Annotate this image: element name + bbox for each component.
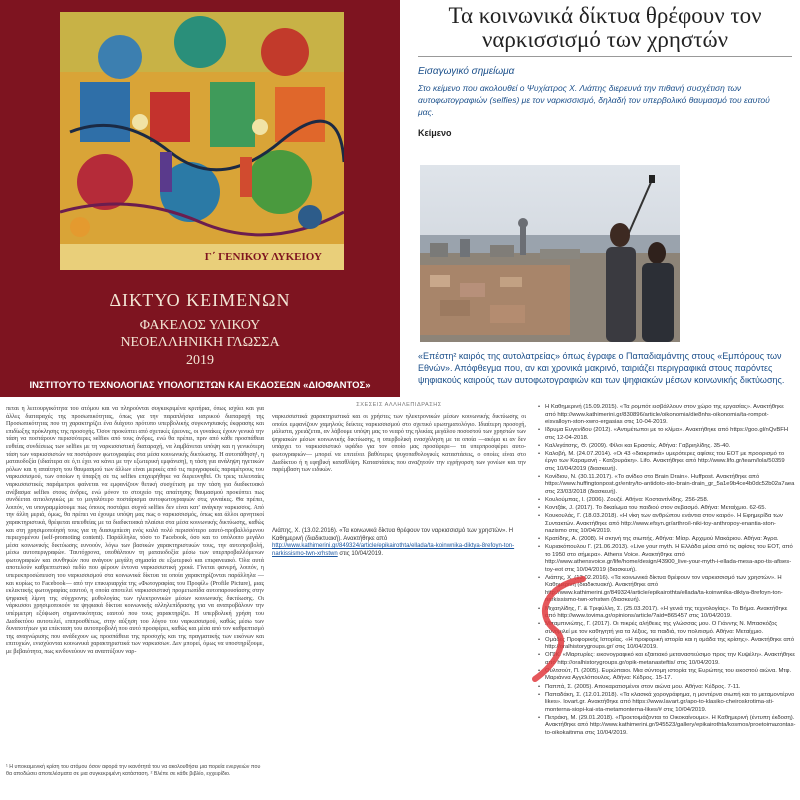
title-divider <box>418 56 792 57</box>
source-date: στις 10/04/2019. <box>339 550 384 557</box>
article-body: «Επέστη² καιρός της αυτολατρείας» όπως έγραφε ο Παπαδιαμάντης στους «Εμπόρους των Εθνών». Απόφθεγμα που, αν και χρονικά μακρινό, ταιριάζει περιγραφικά στους παρόντες ψηφιακούς καιρούς των αυτοφωτογραφιών και των ψηφιακών μέσων κοινωνικής δικτύωσης. <box>418 351 785 385</box>
reference-item: • Μπαμπινιώτης, Γ. (2017). Οι πικρές αλήθειες της γλώσσας μου. Ο Γιάννης Ν. Μπασκόζος συνομιλεί με τον καθηγητή για τα λέξεις, τα παιδιά, τον πολιτισμό. Αθήνα: Μεταίχμιο. <box>538 621 796 636</box>
reference-item: • Κονίδιου, Ν. (30.11.2017). «Το ανίδεο στο Brain Drain». Huffpost. Ανακτήθηκε από https://www.huffingtonpost.gr/entry/to-antidoto-sto-brain-drain_gr_5a1e9b4ce4b0dc52b02a7aea στις 23/03/2018 (διασκευή). <box>538 474 796 497</box>
page2-text: ναρκισσιστικά χαρακτηριστικά και οι χρήστες των ηλεκτρονικών μέσων κοινωνικής δικτύωσης οι οποίοι εμφανίζουν χαμηλούς δείκτες ναρκισσισμού στο σχετικό ερωτηματολόγιο. Ιδιαίτερη προσοχή, μάλιστα, χρειάζεται, αν λάβουμε υπόψη μας το νεαρό της ηλικίας μεγάλου ποσοστού των χρηστών των ψηφιακών μέσων κοινωνικής δικτύωσης, η υπερβολική ενασχόληση με τα οποία —ακόμα κι αν δεν υπάρχει το ναρκισσιστικό υφάδιο για τον οποίο μας προσέφερε— τα υπερπροσφέρει αυτο-φωτογραφιών— μπορεί να επιτείνει βαθύτερες ψυχοπαθολογικές καταστάσεις, ο οποίες είναι στο Διαδίκτυο ή η εφηβική καταθλίψη. Καταστάσεις που αναζητούν την εγρήγορση των γονέων και την παρέμβαση των ειδικών. <box>272 414 526 474</box>
reference-list <box>538 404 796 738</box>
cover-grade-label: Γ΄ ΓΕΝΙΚΟΥ ΛΥΚΕΙΟΥ <box>60 244 344 270</box>
intro-heading: Εισαγωγικό σημείωμα <box>418 66 515 77</box>
cover-title: ΔΙΚΤΥΟ ΚΕΙΜΕΝΩΝ <box>109 290 291 310</box>
reference-item: • Ουλτσούτ, Π. (2005). Ευρώπαιοι. Μια σύντομη ιστορία της Ευρώπης του εικοστού αιώνα. Μτφ. Μαριάννα Αγγελόπουλος. Αθήνα: Κέδρος. 15-17. <box>538 668 796 683</box>
book-cover <box>0 0 400 397</box>
reference-item: • ΟΠΙΚ. «Μαρτυρίες: εικονογραφικό και εξαιτιακό μεταναστεύσιμο προς την Κυψέλη». Ανακτήθηκε από http://oralhistorygroups.gr/opik-metanasteftis/ στις 10/04/2019. <box>538 652 796 667</box>
reference-item: • Κουλούμπας, Ι. (2006). Ζουζέ. Αθήνα: Κοσταντίνίδης. 256-258. <box>538 497 796 505</box>
reference-item: • Κουκουλάς, Γ. (18.03.2018). «Η νίκη των ανθρώπου ενάντια στον καιρό». Η Εφημερίδα των Συντακτών. Ανακτήθηκε από http://www.efsyn.gr/arthro/i-niki-toy-anthropoy-enantia-ston-nazismo στις 10/04/2019. <box>538 513 796 536</box>
reference-item: • Μιχαηλίδης, Γ. & Τριφύλλη, Σ. (25.03.2017). «Η γενιά της τεχνολογίας». Το Βήμα. Ανακτήθηκε από http://www.tovima.gr/opinions/article/?aid=865457 στις 10/04/2019. <box>538 606 796 621</box>
source-citation: Λιάπης, Χ. (13.02.2016). «Τα κοινωνικά δίκτυα θρέφουν τον ναρκισσισμό των χρηστών». Η Καθημερινή (διαδικτυακή). Ανακτήθηκε από <box>272 528 514 542</box>
page1-text: πεται η λειτουργικότητα του ατόμου και να πληρούνται συγκεκριμένα κριτήρια, όπως ισχύει και για άλλες διαταραχές της προσωπικότητας, όπως για την παραπλήσια ιατρικού διαταραχή της Προσωπικότητας που τη χαρακτηρίζει ένα διάχυτο πρότυπο υπερβολικής συγκινησιακής έκφρασης και επιδίωξης πρόκλησης της προσοχής. Όσον προκύπτει από σχετικές έρευνες, οι γυναίκες έχουν γενικά την τάση να ποστάρουν περισσότερες selfies από τους άνδρες, ενώ θα πρέπει, πριν από κάθε προσπάθεια ευθείας συνδέσεως των selfies με τη ναρκισσιστική διαταραχή, να λαμβάνεται υπόψη και η γενικότερη τάση των ναρκισσιστών να ποστάρουν φωτογραφίες στα μέσα κοινωνικής δικτύωσης. Η αυτοπάθηση¹, η ματαιοδοξία (ιδιαίτερα σε ό,τι έχει να κάνει με την εξωτερική εμφάνιση), η τάση για ανάληψη ηγετικών ρόλων και η απαίτηση του θαυμασμού των άλλων είναι μερικές από τις περιγραφικές παραμέτρους του ναρκισσισμού, των οποίων η ύπαρξη σε τις selfies επιχειρήθηκε να διερευνηθεί. Οι τρεις τελευταίες ναρκισσιστικές παράμετροι φαίνεται να εμφανίζουν θετική συσχέτιση με την τάση για διαδικτυακό ανέβασμα selfies στους άνδρες, ενώ μόνον το στοιχείο της απαίτησης θαυμασμού προκύπτει πως συνδέεται αιτιολογικώς με το μεγαλύτερο ποστάρισμα αυτοφωτογραφιών στις γυναίκες. Θα πρέπει, λοιπόν, να υπογραμμίσουμε πως όποιος ποστάρει συχνά selfies δεν είναι κατ' ανάγκην ναρκισσος. Από την άλλη μεριά, όμως, θα πρέπει να έχουμε υπόψη μας πως ο ναρκισσισμός, όπως και άλλοι αρνητικοί χαρακτηριστικά, θρέφεται απευθείας με τα διαδικτυακά πλαίσια στα μέσα κοινωνικής δικτύωσης, καθώς και στη χρησιμοποίησή τους για τη διασυμπίεση ενός καλά πολύ περισσότερο εαυτό-προβαλλόμενου περιεχομένου (self-promoting content). Παράλληλα, τόσο το Facebook, όσο και το υπόλοιπο μεγάλο μέσα κοινωνικής δικτύωσης ευνοούν, λόγω των βασικών χαρακτηριστικών τους, την αυτοπροβολή, μέσω αυτοπεριγραφών. Ταυτόχρονα, υποθάλπουν τη ματαιοδοξία μέσω των υπερπροβαλλόμενων φωτογραφιών και συνθηκών που ανάγουν μεγάλη σημασία σε εξωτερικό και επιφανειακό. Όλα αυτά αποτελούν καθρεπτιστικό πεδίο που φέρουν έντονα ναρκισσιστική χροιά. Γίνεται φανερή, λοιπόν, η υπερεκπροσώπευση του ναρκισσισμού στα κοινωνικά δίκτυα τα οποία χαρακτηρίζονται παράλληλα —και κυρίως το Facebook— από την επικυριαρχία της «Φωτογραφίας του Προφίλ» (Profile Picture), μιας εκλεκτικής φωτογραφίας εαυτού, η οποία αποτελεί ναρκισσιστική προμετωπίδα αυτοπαρουσίασης στην ψηφιακή λίμνη της σύγχρονης μυθολογίας των ηλεκτρονικών μέσων κοινωνικής δικτύωσης. Οι νάρκισσοι χρησιμοποιούν τα ψηφιακά δίκτυα κοινωνικής αλληλεπίδρασης για να αναπροβάλουν την υπέρμετρη εξύψωση σημαντικότητας εαυτού που τους χαρακτηρίζει. Η υπερβολική χρήση του Διαδικτύου αυτοτελεί, επιπροσθέτως, στην αύξηση του λόγου του ναρκισσισμού, καθώς μέσω των δυνατοτήτων για επέκταση του αυτοπροβολή που αυτό προσφέρει, καθώς και μέσα από τον καθρεπτισμό της αναγνώρισης που ανάδεχουν ως προσπάθεια της προσοχής και της πραγματικής των εικόνων και επιτυχιών, ενισχύονται κοινωνικά χαρακτηριστικά των ναρκισσων. Δεν μπορεί, όμως να υποστηρίξουμε, με βεβαιότητα, πως κινδυνεύουν να αναπτύξουν ναρ- <box>6 406 264 655</box>
reference-item: • Η Καθημερινή (15.09.2015). «Τα ρομπότ εισβάλλουν στον χώρο της εργασίας». Ανακτήθηκε από http://www.kathimerini.gr/830896/article/oikonomia/die8nhs-oikonomia/ta-rompot-eisvalloyn-ston-xwro-ergasias στις 10-04-2019. <box>538 404 796 427</box>
reference-item: • Κοντζάκ, J. (2017). Το δικαίωμα του παιδιού στον σεβασμό. Αθήνα: Μεταίχμιο. 62-65. <box>538 505 796 513</box>
cover-publisher: ΙΝΣΤΙΤΟΥΤΟ ΤΕΧΝΟΛΟΓΙΑΣ ΥΠΟΛΟΓΙΣΤΩΝ ΚΑΙ ΕΚΔΟΣΕΩΝ «ΔΙΟΦΑΝΤΟΣ» <box>29 380 371 391</box>
text-page-2 <box>268 400 530 800</box>
references-page <box>530 400 800 800</box>
selfie-photo <box>420 165 680 342</box>
cover-year: 2019 <box>186 353 214 368</box>
cover-subtitle: ΦΑΚΕΛΟΣ ΥΛΙΚΟΥ <box>139 318 261 333</box>
reference-item: • Πετράκη, Μ. (29.01.2018). «Προετοιμάζονται το Οικοκαίνουμε». Η Καθημερινή (έντυπη έκδοση). Ανακτήθηκε από http://www.kathimerini.gr/945523/gallery/epikairothta/kosmos/proetoimazontas-to-oikokaitnma στις 10/04/2019. <box>538 715 796 738</box>
page1-footnotes: ¹ Η υποκειμενική κρίση του ατόμου όσον αφορά την ικανότητά του να ακολουθήσει μια πορεία ενεργειών που θα αποδώσει αποτελέσματα σε μια συγκεκριμένη κατάσταση. ² Βλέπε σε κάθε βιβλίο, εγχειρίδιο. <box>6 764 261 777</box>
cover-artwork <box>60 12 344 244</box>
page2-source-reference <box>272 528 526 558</box>
cover-painting-image <box>60 12 344 244</box>
reference-item: • Κυριακόπουλου Γ. (21.06.2013). «Live your myth. Η Ελλάδα μέσα από τις αφίσες του ΕΟΤ, από το 1950 στο σήμερα». Athens Voice. Ανακτήθηκε από http://www.athensvoice.gr/life/home/design/43900_live-your-myth-i-ellada-mesa-apo-tis-afises-toy-eot στις 10/04/2019 (διασκευή). <box>538 544 796 574</box>
selfie-photo-image <box>420 165 680 342</box>
reference-item: • Κρατίδης, Α. (2008). Η σκηνή της σιωπής. Αθήνα: Μίσρ. Αρχιμού Μακάριου. Αθήνα: Άγρα. <box>538 536 796 544</box>
reference-item: • Παπαδάκη, Σ. (12.01.2018). «Τα κλασικά χορογράφημα, η μοντέρνα σιωπή και το μεταμοντέρνο likes». lovart.gr. Ανακτήθηκε από https://www.lavart.gr/apo-to-klasiko-cheiroskrotima-sti-monterna-siopi-kai-sta-metamonterna-likes/# στις 10/04/2019. <box>538 692 796 715</box>
text-page-1 <box>0 400 271 800</box>
section-heading: Κείμενο <box>418 128 452 138</box>
cover-subtitle-2: ΝΕΟΕΛΛΗΝΙΚΗ ΓΛΩΣΣΑ <box>120 335 280 350</box>
page-header: ΣΧΕΣΕΙΣ ΑΛΛΗΛΕΠΙΔΡΑΣΗΣ <box>356 402 442 408</box>
reference-item: • Ιδρυμα Ευγενίδου (2012). «Αντιμέτωποι με το κλίμα». Ανακτήθηκε από https://goo.gl/nQvBFH στις 12-04-2018. <box>538 427 796 442</box>
source-link[interactable]: http://www.kathimerini.gr/849324/article/epikairothta/ellada/ta-koinwnika-diktya-8refoyn-ton-narkissismo-twn-xrhstwn <box>272 543 515 557</box>
reference-item: • Ομάδες Προφορικής Ιστορίας. «Η προφορική ιστορία και η ομάδα της κρίσης». Ανακτήθηκε από http://oralhistorygroups.gr/ στις 10/04/2019. <box>538 637 796 652</box>
reference-item: • Καλοβή, Μ. (24.07.2014). «Οι 43 «διακριτικά» υμερότερες αφίσες του ΕΟΤ με προορισμό το έργο των Καραμανή - Κατζουράκη». Lifo. Ανακτήθηκε από http://www.lifo.gr/team/lola/50359 στις 10/04/2019 (διασκευή). <box>538 451 796 474</box>
reference-item: • Παππά, Σ. (2005). Αποκαρατισμένοι στον αιώνα μου. Αθήνα: Κέδρος. 7-11. <box>538 684 796 692</box>
reference-item: • Καλλιγάτσης, Θ. (2009). Φίλοι και Εραστές. Αθήνα: Γαβριηλίδης. 35-40. <box>538 443 796 451</box>
intro-text: Στο κείμενο που ακολουθεί ο Ψυχίατρος Χ. Λιάπης διερευνά την πιθανή συσχέτιση των αυτοφωτογραφιών (selfies) με τον ναρκισσισμό, δηλαδή τον υπερβολικό θαυμασμό του εαυτού μας. <box>418 83 770 117</box>
article-title: Τα κοινωνικά δίκτυα θρέφουν τον ναρκισσισμό των χρηστών <box>448 3 762 52</box>
article-page <box>400 0 800 397</box>
reference-item: • Λιάπης, Χ. (13.02.2016). «Τα κοινωνικά δίκτυα θρέφουν τον ναρκισσισμό των χρηστών». Η Καθημερινή (διαδικτυακή). Ανακτήθηκε από http://www.kathimerini.gr/849324/article/epikairothta/ellada/ta-koinwnika-diktya-8refoyn-ton-narkissismo-twn-xrhstwn (διασκευή). <box>538 575 796 605</box>
